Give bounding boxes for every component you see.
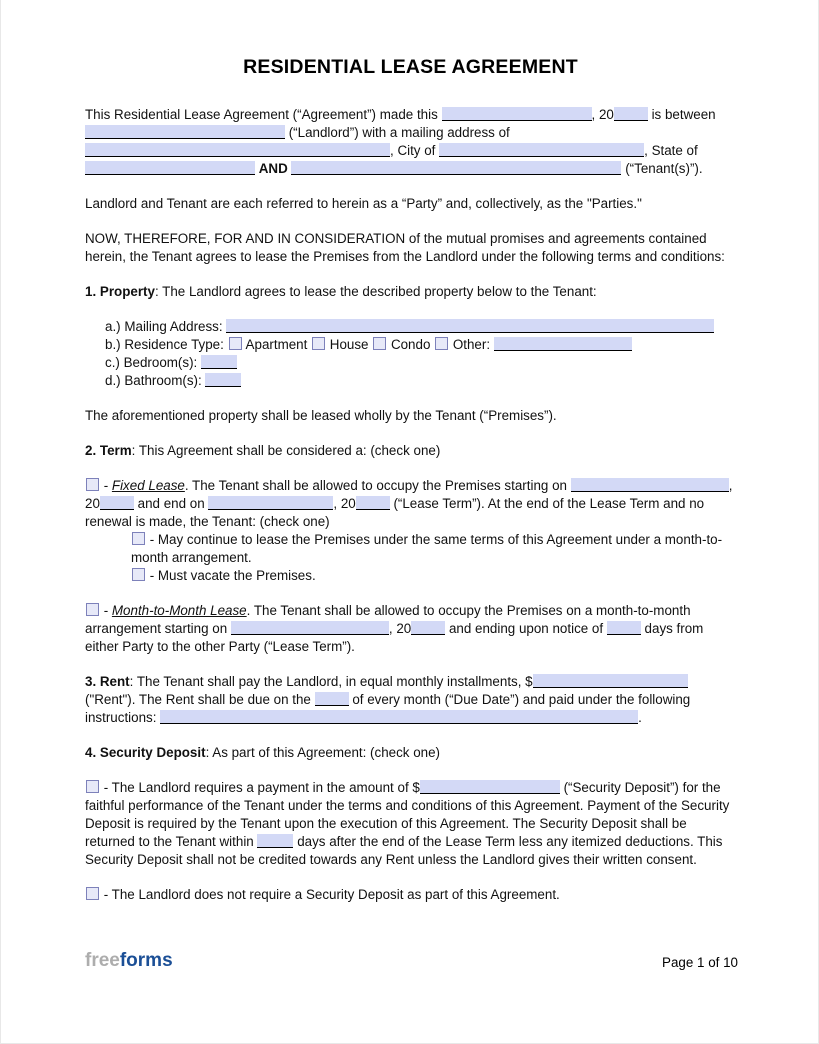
text-segment: , 20	[333, 496, 356, 511]
text-segment: a.) Mailing Address:	[105, 319, 227, 334]
blank-field[interactable]	[257, 834, 293, 848]
text-segment: - The Landlord requires a payment in the amount of $	[100, 780, 420, 795]
blank-field[interactable]	[571, 478, 729, 492]
blank-field[interactable]	[614, 107, 648, 121]
checkbox[interactable]	[86, 603, 99, 616]
blank-field[interactable]	[85, 161, 255, 175]
checkbox[interactable]	[86, 780, 99, 793]
fixed-lease-suboption-vacate	[131, 567, 736, 585]
text-segment: Other:	[449, 337, 494, 352]
fixed-lease-suboption-continue	[131, 531, 736, 567]
parties-paragraph	[85, 195, 736, 213]
blank-field[interactable]	[356, 496, 390, 510]
text-segment: NOW, THEREFORE, FOR AND IN CONSIDERATION of the mutual promises and agreements contained herein, the Tenant agrees to lease the Premises from the Landlord under the following terms and conditions:	[85, 231, 725, 264]
text-segment: and ending upon notice of	[445, 621, 607, 636]
blank-field[interactable]	[291, 161, 621, 175]
blank-field[interactable]	[85, 125, 285, 139]
text-segment: - Must vacate the Premises.	[146, 568, 316, 583]
text-segment: - The Landlord does not require a Security Deposit as part of this Agreement.	[100, 887, 560, 902]
text-segment: ("Rent"). The Rent shall be due on the	[85, 692, 315, 707]
checkbox[interactable]	[132, 532, 145, 545]
text-segment: , State of	[644, 143, 698, 158]
intro-paragraph	[85, 106, 736, 178]
section-1-property-heading	[85, 283, 736, 301]
text-segment: Month-to-Month Lease	[111, 603, 247, 618]
text-segment: Fixed Lease	[111, 478, 185, 493]
fixed-lease-option	[85, 477, 736, 531]
text-segment: , City of	[390, 143, 440, 158]
text-segment: 4. Security Deposit	[85, 745, 206, 760]
text-segment: -	[100, 478, 112, 493]
checkbox[interactable]	[312, 337, 325, 350]
text-segment: -	[100, 603, 112, 618]
text-segment: b.) Residence Type:	[105, 337, 228, 352]
checkbox[interactable]	[435, 337, 448, 350]
text-segment: 2. Term	[85, 443, 132, 458]
property-item-b-residence-type	[105, 336, 736, 354]
page-number: Page 1 of 10	[662, 955, 738, 970]
document-content	[85, 58, 736, 921]
blank-field[interactable]	[533, 674, 688, 688]
text-segment: 3. Rent	[85, 674, 130, 689]
section-4-security-deposit-heading	[85, 744, 736, 762]
text-segment: - May continue to lease the Premises under the same terms of this Agreement under a month-to-month arrangement.	[131, 532, 723, 565]
text-segment: : This Agreement shall be considered a: (check one)	[131, 443, 441, 458]
blank-field[interactable]	[208, 496, 333, 510]
text-segment: (“Security Deposit”) for the faithful performance of the Tenant under the terms and conditions of this Agreement. Payment of the Security Deposit is required by the Tenant upon the execution of this Agreement. The Security Deposit shall be returned to the Tenant within	[85, 780, 730, 849]
text-segment: 1. Property	[85, 284, 155, 299]
text-segment: c.) Bedroom(s):	[105, 355, 201, 370]
blank-field[interactable]	[420, 780, 560, 794]
text-segment: : As part of this Agreement: (check one)	[205, 745, 441, 760]
blank-field[interactable]	[231, 621, 389, 635]
text-segment: is between	[647, 107, 716, 122]
blank-field[interactable]	[411, 621, 445, 635]
blank-field[interactable]	[494, 337, 632, 351]
checkbox[interactable]	[132, 568, 145, 581]
property-item-d-bathrooms	[105, 372, 736, 390]
blank-field[interactable]	[100, 496, 134, 510]
logo-text-forms: forms	[119, 950, 173, 971]
text-segment: : The Tenant shall pay the Landlord, in equal monthly installments, $	[129, 674, 533, 689]
blank-field[interactable]	[442, 107, 592, 121]
blank-field[interactable]	[85, 143, 390, 157]
text-segment: . The Tenant shall be allowed to occupy the Premises on a month-to-month arrangement starting on	[85, 603, 691, 636]
text-segment: (“Lease Term”). At the end of the Lease Term and no renewal is made, the Tenant: (check one)	[85, 496, 705, 529]
checkbox[interactable]	[86, 478, 99, 491]
blank-field[interactable]	[315, 692, 349, 706]
section-3-rent	[85, 673, 736, 727]
blank-field[interactable]	[439, 143, 644, 157]
checkbox[interactable]	[373, 337, 386, 350]
text-segment: , 20	[591, 107, 614, 122]
logo-text-free: free	[85, 950, 120, 971]
text-segment: , 20	[388, 621, 412, 636]
checkbox[interactable]	[229, 337, 242, 350]
text-segment: : The Landlord agrees to lease the described property below to the Tenant:	[154, 284, 597, 299]
document-title: RESIDENTIAL LEASE AGREEMENT	[243, 56, 578, 78]
text-segment: days after the end of the Lease Term less any itemized deductions. This Security Deposit shall not be credited towards any Rent unless the Landlord gives their written consent.	[85, 834, 723, 867]
text-segment: Landlord and Tenant are each referred to herein as a “Party” and, collectively, as the "Parties."	[85, 196, 642, 211]
text-segment: .	[638, 710, 642, 725]
document-body	[85, 106, 736, 904]
consideration-paragraph	[85, 230, 736, 266]
security-deposit-required-option	[85, 779, 736, 869]
blank-field[interactable]	[607, 621, 641, 635]
freeforms-logo	[85, 950, 173, 972]
text-segment: The aforementioned property shall be leased wholly by the Tenant (“Premises”).	[85, 408, 557, 423]
blank-field[interactable]	[205, 373, 241, 387]
text-segment: Apartment	[242, 337, 312, 352]
text-segment: Condo	[387, 337, 435, 352]
text-segment: AND	[258, 161, 288, 176]
month-to-month-option	[85, 602, 736, 656]
section-2-term-heading	[85, 442, 736, 460]
text-segment: This Residential Lease Agreement (“Agreement”) made this	[85, 107, 442, 122]
blank-field[interactable]	[201, 355, 237, 369]
checkbox[interactable]	[86, 887, 99, 900]
text-segment: of every month (“Due Date”) and paid under the following instructions:	[85, 692, 691, 725]
text-segment: (“Landlord”) with a mailing address of	[285, 125, 510, 140]
text-segment: d.) Bathroom(s):	[105, 373, 206, 388]
text-segment: days from either Party to the other Party (“Lease Term”).	[85, 621, 704, 654]
property-item-a-mailing-address	[105, 318, 736, 336]
premises-note	[85, 407, 736, 425]
text-segment: (“Tenant(s)”).	[621, 161, 703, 176]
text-segment: House	[326, 337, 373, 352]
text-segment: , 20	[85, 478, 733, 511]
page-footer	[85, 950, 738, 972]
security-deposit-not-required-option	[85, 886, 736, 904]
text-segment: and end on	[133, 496, 209, 511]
property-item-c-bedrooms	[105, 354, 736, 372]
blank-field[interactable]	[160, 710, 638, 724]
text-segment: . The Tenant shall be allowed to occupy the Premises starting on	[184, 478, 571, 493]
blank-field[interactable]	[226, 319, 714, 333]
